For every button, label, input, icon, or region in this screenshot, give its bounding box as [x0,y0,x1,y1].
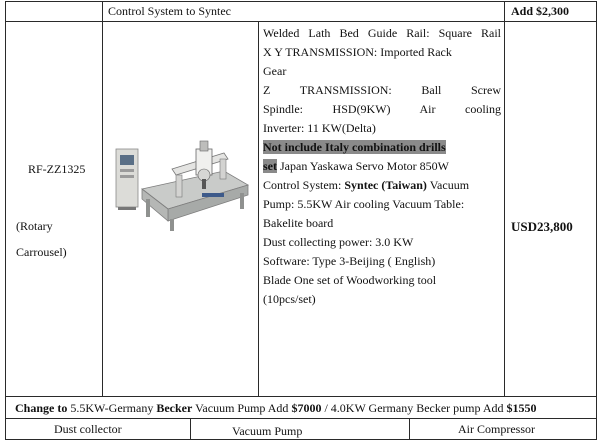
spec-servo: Japan Yaskawa Servo Motor 850W [277,159,449,173]
not-included-highlight-cont: set [263,159,277,173]
spec-software: Software: Type 3-Beijing ( English) [263,254,436,268]
change-text: 5.5KW-Germany [67,401,157,415]
upgrade-price: Add $2,300 [511,4,570,18]
option-dust-collector: Dust collector [54,422,122,436]
spec-xy-transmission: X Y TRANSMISSION: Imported Rack [263,45,452,59]
model-number: RF-ZZ1325 [28,162,86,176]
table-border [504,1,505,397]
spec-xy-transmission-cont: Gear [263,64,287,78]
spec-control-system [263,176,501,195]
change-label: Change to [15,401,68,415]
model-variant-line1: (Rotary [16,219,53,233]
change-text: / 4.0KW Germany Becker pump Add [321,401,507,415]
table-border-right [596,1,597,440]
control-rest: Vacuum [426,178,470,192]
cnc-machine-image [112,125,252,235]
becker-price-2: $1550 [506,401,537,415]
becker-brand: Becker [156,401,193,415]
spec-servo-line [263,157,501,176]
spec-blade-cont: (10pcs/set) [263,292,316,306]
option-vacuum-pump: Vacuum Pump [232,424,303,438]
change-text: Vacuum Pump Add [192,401,292,415]
spec-inverter: Inverter: 11 KW(Delta) [263,121,376,135]
table-border [102,1,103,397]
table-border-top [5,1,597,2]
option-air-compressor: Air Compressor [458,422,535,436]
table-border-bottom [5,439,597,440]
spec-blade: Blade One set of Woodworking tool [263,273,437,287]
spec-not-included [263,138,501,157]
spec-spindle: Spindle: HSD(9KW) Air cooling [263,102,501,116]
control-value: Syntec (Taiwan) [344,178,427,192]
spec-z-transmission: Z TRANSMISSION: Ball Screw [263,83,501,97]
table-border [5,21,597,22]
model-variant-line2: Carrousel) [16,245,67,259]
spec-rail: Welded Lath Bed Guide Rail: Square Rail [263,26,501,40]
table-border [5,396,597,397]
table-border [258,21,259,397]
table-border-left [5,1,6,440]
spec-dust-power: Dust collecting power: 3.0 KW [263,235,414,249]
table-border [190,418,191,440]
control-label: Control System: [263,178,345,192]
spec-list [263,24,501,309]
control-system-upgrade: Control System to Syntec [108,4,231,18]
table-border [5,418,597,419]
product-price: USD23,800 [511,219,573,234]
not-included-highlight: Not include Italy combination drills [263,140,446,154]
spec-bakelite: Bakelite board [263,216,334,230]
becker-price-1: $7000 [291,401,322,415]
table-border [409,418,410,440]
change-option-row [15,400,537,416]
spec-pump: Pump: 5.5KW Air cooling Vacuum Table: [263,197,465,211]
